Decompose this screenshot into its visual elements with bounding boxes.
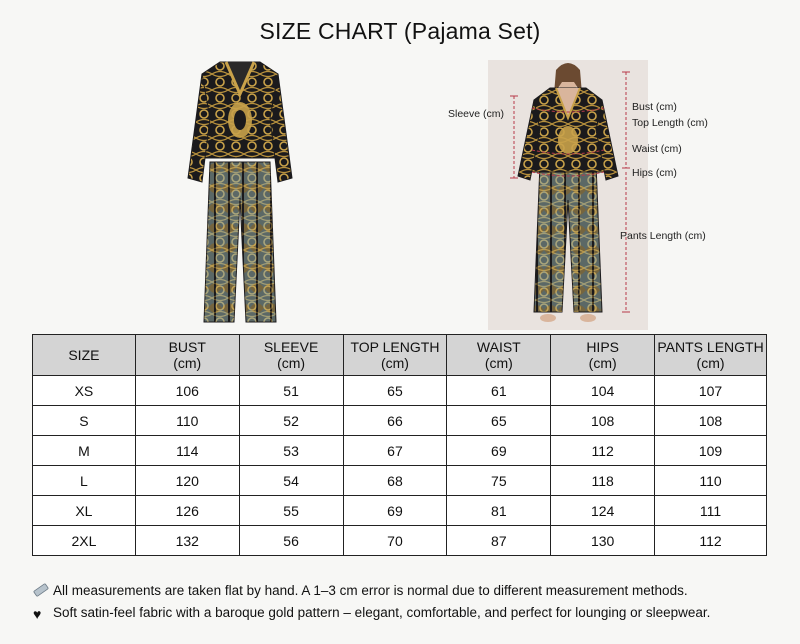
cell-pants-length: 109 xyxy=(655,436,767,466)
cell-hips: 118 xyxy=(551,466,655,496)
cell-size: M xyxy=(33,436,136,466)
table-row xyxy=(33,436,767,466)
ruler-icon xyxy=(33,583,49,597)
callout-sleeve: Sleeve (cm) xyxy=(448,108,505,120)
fabric-note xyxy=(33,605,710,622)
callout-pants-length: Pants Length (cm) xyxy=(620,230,706,242)
cell-hips: 104 xyxy=(551,376,655,406)
model-photo xyxy=(488,60,648,330)
cell-sleeve: 51 xyxy=(239,376,343,406)
cell-size: S xyxy=(33,406,136,436)
cell-top-length: 65 xyxy=(343,376,447,406)
header-hips: HIPS (cm) xyxy=(551,335,655,376)
black-heart-icon: ♥ xyxy=(33,606,42,622)
cell-bust: 114 xyxy=(135,436,239,466)
cell-sleeve: 54 xyxy=(239,466,343,496)
callout-top-length: Top Length (cm) xyxy=(632,117,708,129)
table-row xyxy=(33,376,767,406)
cell-waist: 69 xyxy=(447,436,551,466)
cell-bust: 120 xyxy=(135,466,239,496)
cell-size: XL xyxy=(33,496,136,526)
cell-waist: 61 xyxy=(447,376,551,406)
cell-hips: 130 xyxy=(551,526,655,556)
cell-top-length: 68 xyxy=(343,466,447,496)
cell-sleeve: 56 xyxy=(239,526,343,556)
cell-sleeve: 52 xyxy=(239,406,343,436)
cell-bust: 132 xyxy=(135,526,239,556)
header-size: SIZE xyxy=(33,335,136,376)
cell-top-length: 69 xyxy=(343,496,447,526)
measurement-note xyxy=(33,583,688,598)
cell-sleeve: 53 xyxy=(239,436,343,466)
cell-bust: 126 xyxy=(135,496,239,526)
cell-hips: 108 xyxy=(551,406,655,436)
cell-waist: 87 xyxy=(447,526,551,556)
cell-hips: 112 xyxy=(551,436,655,466)
cell-size: XS xyxy=(33,376,136,406)
cell-pants-length: 107 xyxy=(655,376,767,406)
cell-bust: 106 xyxy=(135,376,239,406)
header-top-length: TOP LENGTH (cm) xyxy=(343,335,447,376)
table-header-row xyxy=(33,335,767,376)
measurement-note-text: All measurements are taken flat by hand. A 1–3 cm error is normal due to different measurement methods. xyxy=(53,583,688,598)
callout-waist: Waist (cm) xyxy=(632,143,682,155)
cell-size: L xyxy=(33,466,136,496)
header-pants-length: PANTS LENGTH (cm) xyxy=(655,335,767,376)
page-title: SIZE CHART (Pajama Set) xyxy=(259,18,541,44)
fabric-note-text: Soft satin-feel fabric with a baroque gold pattern – elegant, comfortable, and perfect for lounging or sleepwear. xyxy=(53,605,711,620)
cell-waist: 75 xyxy=(447,466,551,496)
cell-top-length: 67 xyxy=(343,436,447,466)
cell-top-length: 66 xyxy=(343,406,447,436)
callout-hips: Hips (cm) xyxy=(632,167,677,179)
callout-bust: Bust (cm) xyxy=(632,101,677,113)
cell-pants-length: 108 xyxy=(655,406,767,436)
cell-top-length: 70 xyxy=(343,526,447,556)
model-figure-image xyxy=(488,60,648,330)
cell-waist: 81 xyxy=(447,496,551,526)
table-row xyxy=(33,466,767,496)
cell-pants-length: 111 xyxy=(655,496,767,526)
table-row xyxy=(33,406,767,436)
table-row xyxy=(33,496,767,526)
cell-size: 2XL xyxy=(33,526,136,556)
cell-pants-length: 110 xyxy=(655,466,767,496)
pajama-product-image xyxy=(180,58,300,328)
cell-waist: 65 xyxy=(447,406,551,436)
size-table xyxy=(32,334,767,556)
cell-pants-length: 112 xyxy=(655,526,767,556)
header-bust: BUST (cm) xyxy=(135,335,239,376)
cell-hips: 124 xyxy=(551,496,655,526)
header-sleeve: SLEEVE (cm) xyxy=(239,335,343,376)
table-row xyxy=(33,526,767,556)
cell-bust: 110 xyxy=(135,406,239,436)
cell-sleeve: 55 xyxy=(239,496,343,526)
header-waist: WAIST (cm) xyxy=(447,335,551,376)
